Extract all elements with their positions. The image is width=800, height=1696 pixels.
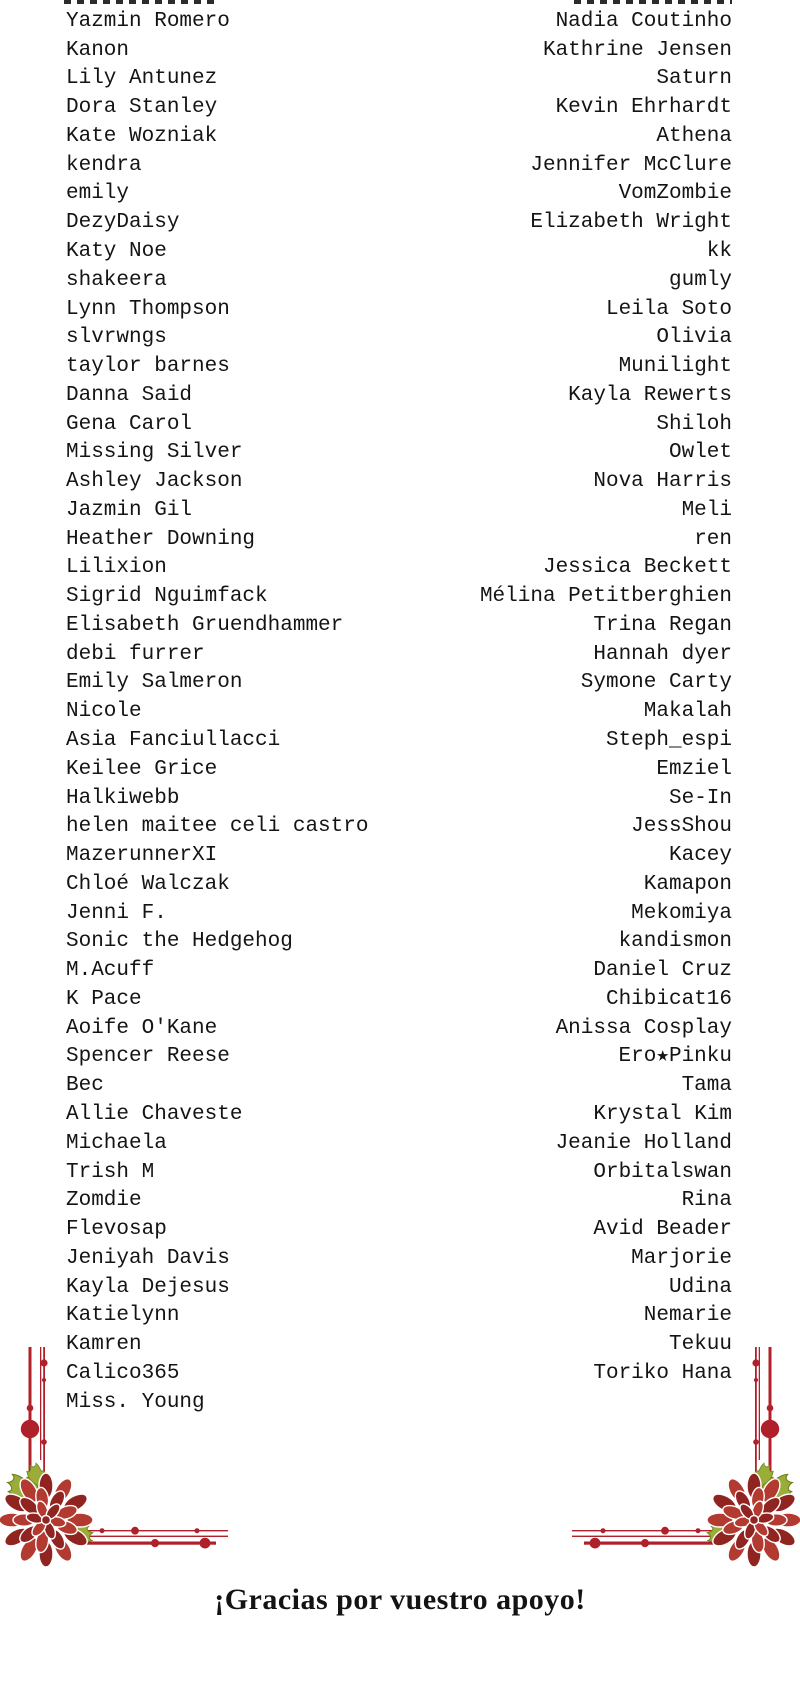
supporter-name-right: Athena <box>656 124 732 148</box>
supporter-name-left: Michaela <box>66 1131 167 1155</box>
supporter-row <box>0 611 800 640</box>
supporter-name-left: Asia Fanciullacci <box>66 729 281 753</box>
supporter-row <box>0 1215 800 1244</box>
supporter-row <box>0 1186 800 1215</box>
supporter-name-right: gumly <box>668 268 732 292</box>
supporter-name-left: Missing Silver <box>66 441 243 465</box>
supporter-row <box>0 1129 800 1158</box>
supporter-name-right: Jeanie Holland <box>555 1131 732 1155</box>
supporter-row <box>0 812 800 841</box>
supporter-name-left: Dora Stanley <box>66 96 218 120</box>
corner-ornament-left <box>0 1340 240 1572</box>
supporter-name-left: Nicole <box>66 700 142 724</box>
supporter-name-right: Avid Beader <box>593 1218 732 1242</box>
clipped-name-fragment-right <box>574 0 732 4</box>
supporter-name-left: Bec <box>66 1074 104 1098</box>
supporter-row <box>0 180 800 209</box>
supporter-name-right: Nadia Coutinho <box>555 9 732 33</box>
supporter-row <box>0 266 800 295</box>
supporter-name-left: Trish M <box>66 1160 155 1184</box>
supporter-name-right: Meli <box>681 498 732 522</box>
supporter-name-left: Allie Chaveste <box>66 1102 243 1126</box>
supporter-row <box>0 784 800 813</box>
supporter-row <box>0 582 800 611</box>
supporter-name-right: Hannah dyer <box>593 642 732 666</box>
supporter-name-left: Lily Antunez <box>66 67 218 91</box>
supporter-name-left: Lilixion <box>66 556 167 580</box>
supporter-row <box>0 1014 800 1043</box>
supporter-name-right: Udina <box>668 1275 732 1299</box>
supporter-name-right: Leila Soto <box>605 297 732 321</box>
supporter-row <box>0 151 800 180</box>
supporter-name-left: Zomdie <box>66 1189 142 1213</box>
supporter-row <box>0 208 800 237</box>
supporter-row <box>0 697 800 726</box>
supporter-name-left: Jeniyah Davis <box>66 1246 230 1270</box>
supporter-row <box>0 496 800 525</box>
supporter-name-left: Jenni F. <box>66 901 167 925</box>
supporter-row <box>0 1071 800 1100</box>
supporter-row <box>0 1273 800 1302</box>
supporter-name-left: Gena Carol <box>66 412 193 436</box>
supporter-name-left: Elisabeth Gruendhammer <box>66 613 344 637</box>
supporter-list <box>0 7 800 1417</box>
supporter-name-right: Makalah <box>643 700 732 724</box>
supporter-name-right: Anissa Cosplay <box>555 1016 732 1040</box>
supporter-row <box>0 640 800 669</box>
supporter-name-right: Nova Harris <box>593 470 732 494</box>
supporter-name-right: Munilight <box>618 355 732 379</box>
supporter-name-right: Marjorie <box>631 1246 732 1270</box>
supporter-name-right: Owlet <box>668 441 732 465</box>
supporter-name-left: Sigrid Nguimfack <box>66 585 268 609</box>
supporter-name-left: Danna Said <box>66 383 193 407</box>
supporter-name-left: kendra <box>66 153 142 177</box>
supporter-row <box>0 1301 800 1330</box>
supporter-name-left: Heather Downing <box>66 527 256 551</box>
supporter-name-left: Halkiwebb <box>66 786 180 810</box>
supporter-row <box>0 669 800 698</box>
supporter-name-left: shakeera <box>66 268 167 292</box>
supporter-row <box>0 1244 800 1273</box>
supporter-row <box>0 928 800 957</box>
supporter-name-right: kandismon <box>618 930 732 954</box>
supporter-row <box>0 323 800 352</box>
supporter-name-right: Kayla Rewerts <box>568 383 732 407</box>
supporter-name-right: Saturn <box>656 67 732 91</box>
supporter-name-right: Kevin Ehrhardt <box>555 96 732 120</box>
thanks-message: ¡Gracias por vuestro apoyo! <box>214 1583 586 1616</box>
supporter-name-right: Jennifer McClure <box>530 153 732 177</box>
supporter-name-right: Mélina Petitberghien <box>479 585 732 609</box>
supporter-name-right: Daniel Cruz <box>593 959 732 983</box>
supporter-name-left: Emily Salmeron <box>66 671 243 695</box>
supporter-name-right: Nemarie <box>643 1304 732 1328</box>
supporter-name-right: Kamapon <box>643 872 732 896</box>
supporter-name-right: Se-In <box>668 786 732 810</box>
supporter-name-left: Aoife O'Kane <box>66 1016 218 1040</box>
supporter-name-right: Shiloh <box>656 412 732 436</box>
supporter-name-left: Katielynn <box>66 1304 180 1328</box>
supporter-row <box>0 726 800 755</box>
supporter-row <box>0 525 800 554</box>
supporter-name-left: emily <box>66 182 130 206</box>
supporter-row <box>0 467 800 496</box>
supporter-row <box>0 122 800 151</box>
supporter-row <box>0 985 800 1014</box>
supporter-name-left: helen maitee celi castro <box>66 815 369 839</box>
supporter-name-left: Kate Wozniak <box>66 124 218 148</box>
supporter-row <box>0 36 800 65</box>
supporter-name-right: kk <box>706 240 732 263</box>
supporter-name-right: Trina Regan <box>593 613 732 637</box>
supporter-name-right: Emziel <box>656 757 732 781</box>
supporter-row <box>0 410 800 439</box>
supporter-name-left: taylor barnes <box>66 355 230 379</box>
supporter-name-right: Jessica Beckett <box>542 556 732 580</box>
supporter-name-right: VomZombie <box>618 182 732 206</box>
supporter-name-left: Chloé Walczak <box>66 872 230 896</box>
supporter-name-right: Ero★Pinku <box>618 1045 732 1069</box>
supporter-name-left: Flevosap <box>66 1218 167 1242</box>
supporter-name-right: Tekuu <box>668 1333 732 1357</box>
supporter-name-right: Rina <box>681 1189 732 1213</box>
supporter-name-left: debi furrer <box>66 642 205 666</box>
supporter-row <box>0 1158 800 1187</box>
supporter-row <box>0 381 800 410</box>
clipped-name-fragment-left <box>64 0 214 4</box>
supporter-name-left: MazerunnerXI <box>66 844 218 868</box>
supporter-name-left: DezyDaisy <box>66 211 180 235</box>
supporter-row <box>0 841 800 870</box>
supporter-row <box>0 7 800 36</box>
supporter-name-right: Toriko Hana <box>593 1361 732 1385</box>
supporter-name-left: Ashley Jackson <box>66 470 243 494</box>
supporter-row <box>0 237 800 266</box>
supporter-name-left: Yazmin Romero <box>66 9 230 33</box>
supporter-name-right: Mekomiya <box>631 901 732 925</box>
supporter-name-right: Steph_espi <box>605 729 732 753</box>
supporter-name-right: Kathrine Jensen <box>542 38 732 62</box>
supporter-name-right: Kacey <box>668 844 732 868</box>
supporter-name-left: Sonic the Hedgehog <box>66 930 293 954</box>
supporter-name-right: ren <box>694 527 732 551</box>
supporter-row <box>0 352 800 381</box>
supporter-name-left: Katy Noe <box>66 240 167 263</box>
supporter-name-left: Jazmin Gil <box>66 498 193 522</box>
supporter-row <box>0 899 800 928</box>
supporter-row <box>0 870 800 899</box>
supporter-name-right: Elizabeth Wright <box>530 211 732 235</box>
supporter-name-left: Kamren <box>66 1333 142 1357</box>
supporter-row <box>0 554 800 583</box>
supporter-name-left: Calico365 <box>66 1361 180 1385</box>
supporter-row <box>0 1100 800 1129</box>
supporter-name-right: Olivia <box>656 326 732 350</box>
supporter-name-left: Miss. Young <box>66 1390 205 1414</box>
corner-ornament-right <box>560 1340 800 1572</box>
supporter-row <box>0 65 800 94</box>
supporter-name-left: Lynn Thompson <box>66 297 230 321</box>
supporter-name-right: Chibicat16 <box>605 987 732 1011</box>
supporter-name-right: JessShou <box>631 815 732 839</box>
supporter-name-right: Krystal Kim <box>593 1102 732 1126</box>
supporter-row <box>0 295 800 324</box>
supporter-row <box>0 438 800 467</box>
supporter-row <box>0 93 800 122</box>
supporter-name-left: Kayla Dejesus <box>66 1275 230 1299</box>
supporter-name-right: Tama <box>681 1074 732 1098</box>
supporter-name-right: Orbitalswan <box>593 1160 732 1184</box>
supporter-row <box>0 956 800 985</box>
supporter-row <box>0 755 800 784</box>
supporter-name-left: Spencer Reese <box>66 1045 230 1069</box>
supporter-name-right: Symone Carty <box>580 671 732 695</box>
supporter-name-left: slvrwngs <box>66 326 167 350</box>
supporter-name-left: M.Acuff <box>66 959 155 983</box>
supporter-name-left: Keilee Grice <box>66 757 218 781</box>
supporter-name-left: Kanon <box>66 38 130 62</box>
supporter-row <box>0 1043 800 1072</box>
supporter-name-left: K Pace <box>66 987 142 1011</box>
